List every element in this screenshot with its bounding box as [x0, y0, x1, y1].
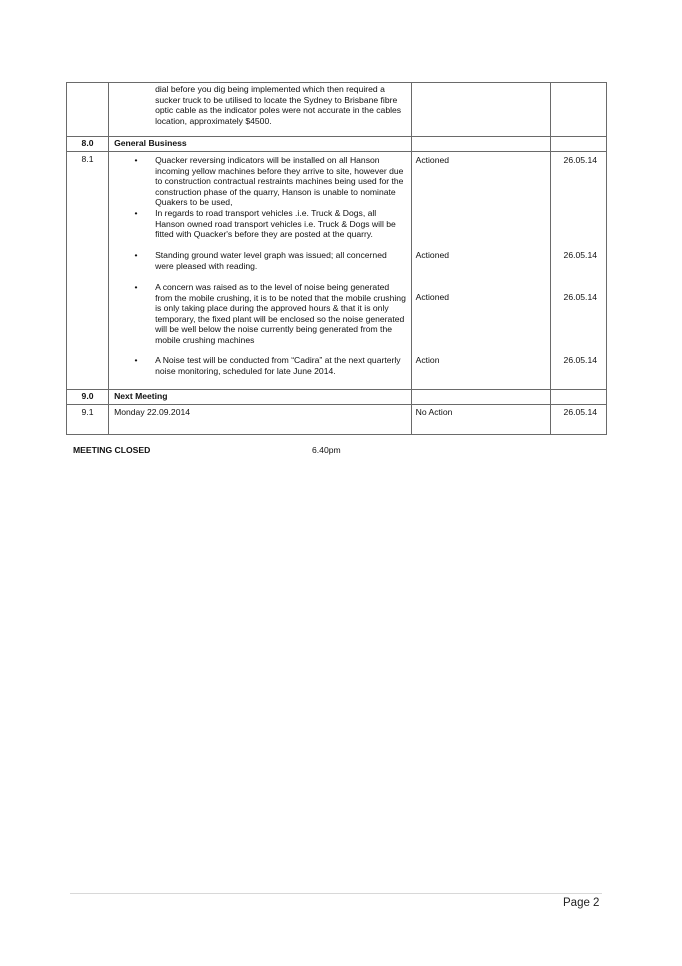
continuation-text: dial before you dig being implemented which then required a sucker truck to be utilised to locate the Sydney to Brisbane fibre optic cable as the indicator poles were not accurate in the cables location, approximately $4500. [155, 84, 402, 126]
bullet-text: Standing ground water level graph was issued; all concerned were pleased with reading. [155, 250, 387, 271]
date-text: 26.05.14 [550, 405, 606, 435]
bullet-text: In regards to road transport vehicles .i.e. Truck & Dogs, all Hanson owned road transport vehicles i.e. Truck & Dogs will be fitted with Quacker's before they are posted at the quarry. [155, 208, 396, 240]
section-title: Next Meeting [109, 390, 412, 405]
minutes-table [66, 82, 607, 435]
status-text: Actioned [415, 292, 450, 302]
status-cell [411, 83, 550, 137]
footer-divider [70, 893, 602, 894]
bullet-text: A Noise test will be conducted from “Cadira” at the next quarterly noise monitoring, scheduled for late June 2014. [155, 355, 401, 376]
meeting-closed-time: 6.40pm [312, 445, 341, 455]
continuation-text-cell [109, 83, 412, 137]
status-cell [411, 152, 550, 390]
page-number: Page 2 [563, 897, 600, 909]
meeting-closed-label: MEETING CLOSED [73, 445, 151, 455]
date-text: 26.05.14 [563, 250, 597, 260]
section-number: 8.0 [67, 137, 109, 152]
item-number: 8.1 [67, 152, 109, 390]
bullet-icon: • [134, 155, 138, 165]
number-cell [67, 83, 109, 137]
date-cell [550, 390, 606, 405]
date-text: 26.05.14 [563, 292, 597, 302]
list-item [134, 355, 407, 376]
status-text: Action [415, 355, 440, 365]
status-cell [411, 390, 550, 405]
status-text: Actioned [415, 250, 450, 260]
list-item [134, 250, 407, 271]
bullet-icon: • [134, 282, 138, 292]
section-header-row-8 [67, 137, 607, 152]
date-cell [550, 137, 606, 152]
bullet-list-cell [109, 152, 412, 390]
item-text: Monday 22.09.2014 [109, 405, 412, 435]
status-cell [411, 137, 550, 152]
table-row-9-1 [67, 405, 607, 435]
bullet-text: Quacker reversing indicators will be installed on all Hanson incoming yellow machines before they arrive to site, however due to construction contractual restraints machines being used for the construction phase of the quarry, Hanson is unable to nominate Quakers to be used, [155, 155, 404, 208]
bullet-text: A concern was raised as to the level of noise being generated from the mobile crushing, it is to be noted that the mobile crushing is only taking place during the approved hours & that it is only temporary, the fixed plant will be enclosed so the noise generated will be well below the noise currently being generated from the mobile crushing machines [155, 282, 406, 345]
list-item [134, 282, 407, 346]
date-cell [550, 152, 606, 390]
date-text: 26.05.14 [563, 155, 597, 165]
table-row-continuation [67, 83, 607, 137]
section-number: 9.0 [67, 390, 109, 405]
bullet-list [109, 152, 411, 389]
date-text: 26.05.14 [563, 355, 597, 365]
table-row-8-1 [67, 152, 607, 390]
bullet-icon: • [134, 208, 138, 218]
item-number: 9.1 [67, 405, 109, 435]
status-text: No Action [411, 405, 550, 435]
list-item [134, 155, 407, 208]
section-title: General Business [109, 137, 412, 152]
date-cell [550, 83, 606, 137]
list-item [134, 208, 407, 240]
section-header-row-9 [67, 390, 607, 405]
status-text: Actioned [415, 155, 450, 165]
bullet-icon: • [134, 355, 138, 365]
bullet-icon: • [134, 250, 138, 260]
